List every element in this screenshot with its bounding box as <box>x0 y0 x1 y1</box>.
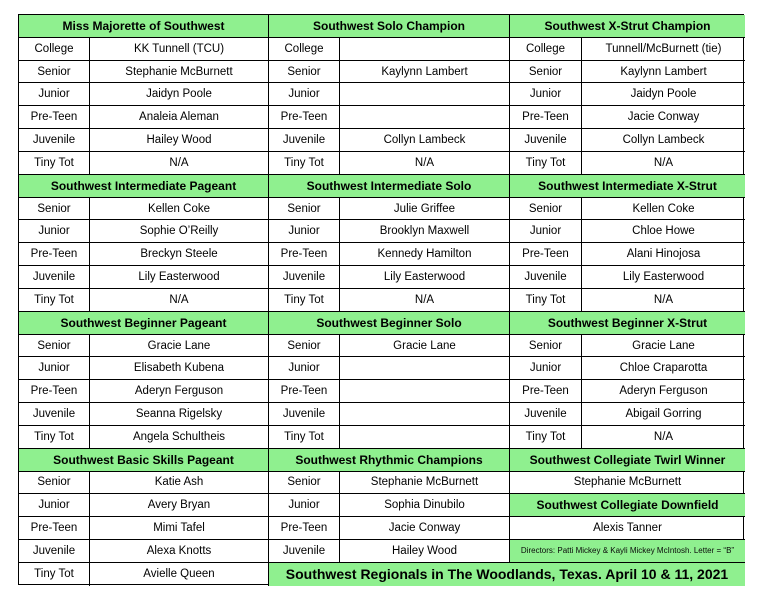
row-label: Tiny Tot <box>510 426 582 449</box>
row-label: Pre-Teen <box>269 380 340 403</box>
winner-cell: Jacie Conway <box>582 106 745 129</box>
row-label: College <box>269 38 340 61</box>
row-label: Senior <box>269 472 340 495</box>
winner-cell: Sophia Dinubilo <box>340 494 510 517</box>
row-label: Juvenile <box>510 403 582 426</box>
row-label: Juvenile <box>269 403 340 426</box>
row-label: Tiny Tot <box>19 152 90 175</box>
winner-cell: Kellen Coke <box>90 198 269 221</box>
winner-cell: Brooklyn Maxwell <box>340 220 510 243</box>
row-label: Senior <box>19 61 90 84</box>
row-label: Juvenile <box>19 129 90 152</box>
winner-cell: Angela Schultheis <box>90 426 269 449</box>
row-label: Tiny Tot <box>269 426 340 449</box>
row-label: Pre-Teen <box>19 380 90 403</box>
row-label: Senior <box>510 335 582 358</box>
row-label: Pre-Teen <box>510 243 582 266</box>
row-label: Senior <box>510 61 582 84</box>
row-label: Tiny Tot <box>19 563 90 586</box>
winner-cell <box>340 426 510 449</box>
collegiate-twirl-winner: Stephanie McBurnett <box>510 472 745 495</box>
winner-cell <box>340 403 510 426</box>
directors-note: Directors: Patti Mickey & Kayli Mickey McIntosh. Letter = “B” <box>510 540 745 563</box>
row-label: Tiny Tot <box>19 426 90 449</box>
winner-cell <box>340 357 510 380</box>
winner-cell: Kaylynn Lambert <box>340 61 510 84</box>
row-label: Juvenile <box>19 540 90 563</box>
row-label: Junior <box>19 494 90 517</box>
results-table <box>18 14 744 585</box>
row-label: Pre-Teen <box>510 106 582 129</box>
winner-cell: Mimi Tafel <box>90 517 269 540</box>
section-header-intermediate-xstrut: Southwest Intermediate X-Strut <box>510 175 745 198</box>
row-label: Juvenile <box>510 129 582 152</box>
row-label: Tiny Tot <box>510 152 582 175</box>
row-label: Senior <box>269 61 340 84</box>
row-label: Senior <box>19 472 90 495</box>
winner-cell: Gracie Lane <box>90 335 269 358</box>
section-header-intermediate-solo: Southwest Intermediate Solo <box>269 175 510 198</box>
winner-cell <box>340 38 510 61</box>
winner-cell: Jaidyn Poole <box>90 83 269 106</box>
section-header-intermediate-pageant: Southwest Intermediate Pageant <box>19 175 269 198</box>
row-label: Junior <box>269 220 340 243</box>
row-label: Pre-Teen <box>19 517 90 540</box>
winner-cell: Collyn Lambeck <box>340 129 510 152</box>
winner-cell: N/A <box>582 289 745 312</box>
row-label: Juvenile <box>19 266 90 289</box>
event-banner: Southwest Regionals in The Woodlands, Texas. April 10 & 11, 2021 <box>269 563 745 586</box>
winner-cell <box>340 83 510 106</box>
winner-cell: Alani Hinojosa <box>582 243 745 266</box>
winner-cell: Chloe Craparotta <box>582 357 745 380</box>
winner-cell: Stephanie McBurnett <box>90 61 269 84</box>
winner-cell: KK Tunnell (TCU) <box>90 38 269 61</box>
winner-cell: Jacie Conway <box>340 517 510 540</box>
row-label: Junior <box>269 357 340 380</box>
winner-cell: Lily Easterwood <box>582 266 745 289</box>
row-label: Pre-Teen <box>19 106 90 129</box>
winner-cell: Abigail Gorring <box>582 403 745 426</box>
row-label: Senior <box>269 335 340 358</box>
winner-cell: Kellen Coke <box>582 198 745 221</box>
collegiate-downfield-winner: Alexis Tanner <box>510 517 745 540</box>
section-header-rhythmic-champions: Southwest Rhythmic Champions <box>269 449 510 472</box>
section-header-basic-skills-pageant: Southwest Basic Skills Pageant <box>19 449 269 472</box>
row-label: Junior <box>510 83 582 106</box>
section-header-beginner-solo: Southwest Beginner Solo <box>269 312 510 335</box>
row-label: College <box>19 38 90 61</box>
row-label: Pre-Teen <box>510 380 582 403</box>
winner-cell: Elisabeth Kubena <box>90 357 269 380</box>
row-label: Senior <box>19 198 90 221</box>
row-label: Senior <box>19 335 90 358</box>
row-label: Junior <box>19 83 90 106</box>
row-label: Tiny Tot <box>269 152 340 175</box>
winner-cell <box>340 106 510 129</box>
winner-cell: Aderyn Ferguson <box>90 380 269 403</box>
row-label: Tiny Tot <box>19 289 90 312</box>
winner-cell: Kennedy Hamilton <box>340 243 510 266</box>
section-header-xstrut-champion: Southwest X-Strut Champion <box>510 15 745 38</box>
row-label: Junior <box>510 357 582 380</box>
row-label: College <box>510 38 582 61</box>
row-label: Senior <box>269 198 340 221</box>
winner-cell: Gracie Lane <box>340 335 510 358</box>
winner-cell: Katie Ash <box>90 472 269 495</box>
winner-cell: N/A <box>340 289 510 312</box>
row-label: Pre-Teen <box>269 106 340 129</box>
row-label: Junior <box>269 83 340 106</box>
row-label: Tiny Tot <box>269 289 340 312</box>
winner-cell: N/A <box>582 152 745 175</box>
section-header-collegiate-twirl: Southwest Collegiate Twirl Winner <box>510 449 745 472</box>
winner-cell: Stephanie McBurnett <box>340 472 510 495</box>
winner-cell: Avielle Queen <box>90 563 269 586</box>
row-label: Junior <box>19 220 90 243</box>
section-header-beginner-xstrut: Southwest Beginner X-Strut <box>510 312 745 335</box>
winner-cell: N/A <box>340 152 510 175</box>
row-label: Juvenile <box>269 540 340 563</box>
row-label: Juvenile <box>269 129 340 152</box>
row-label: Senior <box>510 198 582 221</box>
row-label: Tiny Tot <box>510 289 582 312</box>
section-header-miss-majorette: Miss Majorette of Southwest <box>19 15 269 38</box>
winner-cell: N/A <box>582 426 745 449</box>
winner-cell: Lily Easterwood <box>340 266 510 289</box>
row-label: Pre-Teen <box>269 243 340 266</box>
winner-cell: Gracie Lane <box>582 335 745 358</box>
row-label: Juvenile <box>510 266 582 289</box>
winner-cell: Collyn Lambeck <box>582 129 745 152</box>
row-label: Pre-Teen <box>19 243 90 266</box>
winner-cell: Alexa Knotts <box>90 540 269 563</box>
winner-cell: Seanna Rigelsky <box>90 403 269 426</box>
winner-cell: Tunnell/McBurnett (tie) <box>582 38 745 61</box>
row-label: Junior <box>269 494 340 517</box>
winner-cell: N/A <box>90 152 269 175</box>
winner-cell: Julie Griffee <box>340 198 510 221</box>
row-label: Juvenile <box>19 403 90 426</box>
row-label: Junior <box>19 357 90 380</box>
winner-cell: Jaidyn Poole <box>582 83 745 106</box>
winner-cell: Analeia Aleman <box>90 106 269 129</box>
winner-cell: Chloe Howe <box>582 220 745 243</box>
winner-cell: Avery Bryan <box>90 494 269 517</box>
winner-cell: Aderyn Ferguson <box>582 380 745 403</box>
winner-cell: N/A <box>90 289 269 312</box>
section-header-beginner-pageant: Southwest Beginner Pageant <box>19 312 269 335</box>
row-label: Pre-Teen <box>269 517 340 540</box>
winner-cell: Hailey Wood <box>90 129 269 152</box>
winner-cell: Lily Easterwood <box>90 266 269 289</box>
section-header-collegiate-downfield: Southwest Collegiate Downfield <box>510 494 745 517</box>
winner-cell <box>340 380 510 403</box>
row-label: Junior <box>510 220 582 243</box>
row-label: Juvenile <box>269 266 340 289</box>
winner-cell: Breckyn Steele <box>90 243 269 266</box>
winner-cell: Sophie O’Reilly <box>90 220 269 243</box>
section-header-solo-champion: Southwest Solo Champion <box>269 15 510 38</box>
winner-cell: Kaylynn Lambert <box>582 61 745 84</box>
winner-cell: Hailey Wood <box>340 540 510 563</box>
